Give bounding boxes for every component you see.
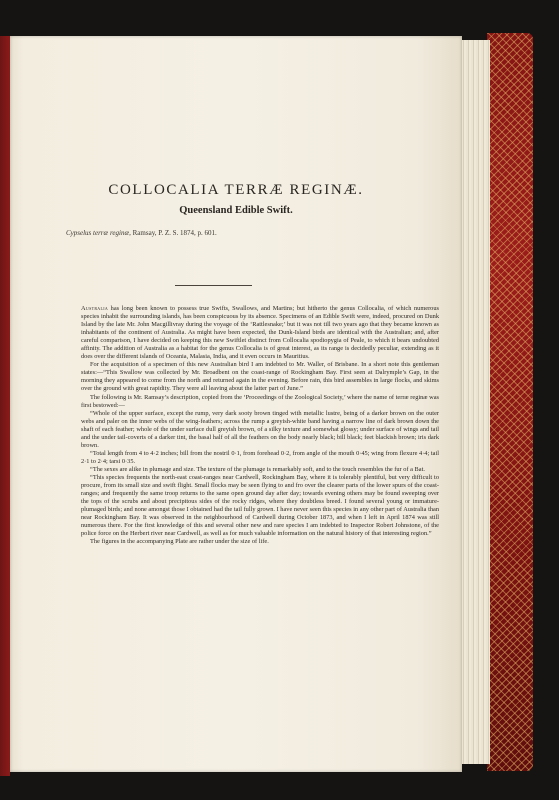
- book-page: [10, 36, 462, 772]
- citation-reference: Ramsay, P. Z. S. 1874, p. 601.: [130, 229, 217, 237]
- paragraph: The following is Mr. Ramsay’s description, copied from the ‘Proceedings of the Zoological Society,’ where the name of terræ reginæ was first bestowed:—: [81, 393, 439, 409]
- paragraph: “This species frequents the north-east coast-ranges near Cardwell, Rockingham Bay, where it is tolerably plentiful, but very difficult to procure, from its small size and swift flight. Small flocks may be seen flying to and fro over the clearer parts of the lower spurs of the coast-ranges; and frequently the same troop returns to the same open ground day after day; towards evening others may be found sweeping over the tops of the scrubs and about precipitous sides of the rocky ridges, where they doubtless breed. I found several young or immature-plumaged birds; and none amongst those I obtained had the tail fully grown. I have never seen this species in any other part of Australia than near Rockingham Bay. It was observed in the neighbourhood of Cardwell during October 1873, and when I left in April 1874 was still numerous there. For the first knowledge of this and several other new and rare species I am indebted to Inspector Robert Johnstone, of the police force on the Herbert river near Cardwell, as well as for much valuable information on the natural history of that interesting region.”: [81, 473, 439, 538]
- paragraph: [81, 305, 439, 361]
- paragraph-text: has long been known to possess true Swifts, Swallows, and Martins; but hitherto the genus Collocalia, of which numerous species inhabit the surrounding islands, has been conspicuous by its absence. Specimens of an Edible Swift were, indeed, procured on Dunk Island by the late Mr. John Macgillivray during the voyage of the ‘Rattlesnake;’ but it was not till two years ago that they became known as inhabitants of the continent of Australia. As might have been expected, the Dunk-Island birds are identical with the Australian; and, after careful comparison, I have decided on keeping this new Swiftlet distinct from Collocalia spodiopygia of Peale, to which it bears undoubted affinity. The addition of Australia as a habitat for the genus Collocalia is of great interest, as its range is decidedly peculiar, extending as it does over the different islands of Oceania, Malasia, India, and it even occurs in Mauritius.: [81, 305, 439, 361]
- left-cover-edge: [0, 36, 10, 776]
- paragraph: For the acquisition of a specimen of this new Australian bird I am indebted to Mr. Waller, of Brisbane. In a short note this gentleman states:—“This Swallow was collected by Mr. Broadbent on the coast-range of Rockingham Bay. First seen at Dalrymple’s Gap, in the morning they appeared to come from the north and returned again in the evening. Before rain, this bird assembles in large flocks, and skims over the ground with great rapidity. They were all leaving about the latter part of June.”: [81, 361, 439, 393]
- divider-rule: [175, 285, 252, 286]
- paragraph: “Whole of the upper surface, except the rump, very dark sooty brown tinged with metallic lustre, being of a darker brown on the outer webs and paler on the inner webs of the wing-feathers; across the rump a greyish-white band having a narrow line of dark brown down the shaft of each feather; whole of the under surface dull greyish brown, of a silky texture and somewhat glossy; under surface of wings and tail and the under tail-coverts of a darker tint, the basal half of all the feathers on the body nearly black; bill black; feet blackish brown; iris dark brown.: [81, 409, 439, 449]
- page-title: COLLOCALIA TERRÆ REGINÆ.: [108, 182, 364, 198]
- citation: [66, 229, 217, 237]
- paragraph: The figures in the accompanying Plate are rather under the size of life.: [90, 538, 269, 546]
- marbled-book-edge: [487, 33, 533, 771]
- paragraph: “Total length from 4 to 4·2 inches; bill from the nostril 0·1, from forehead 0·2, from angle of the mouth 0·45; wing from flexure 4·4; tail 2·1 to 2·4; tarsi 0·35.: [81, 449, 439, 465]
- citation-species: Cypselus terræ reginæ,: [66, 229, 131, 237]
- paragraph-lead: Australia: [81, 305, 109, 312]
- body-text: [81, 305, 439, 546]
- page-subtitle: Queensland Edible Swift.: [179, 205, 293, 216]
- paragraph: “The sexes are alike in plumage and size. The texture of the plumage is remarkably soft, and to the touch resembles the fur of a Bat.: [90, 465, 425, 473]
